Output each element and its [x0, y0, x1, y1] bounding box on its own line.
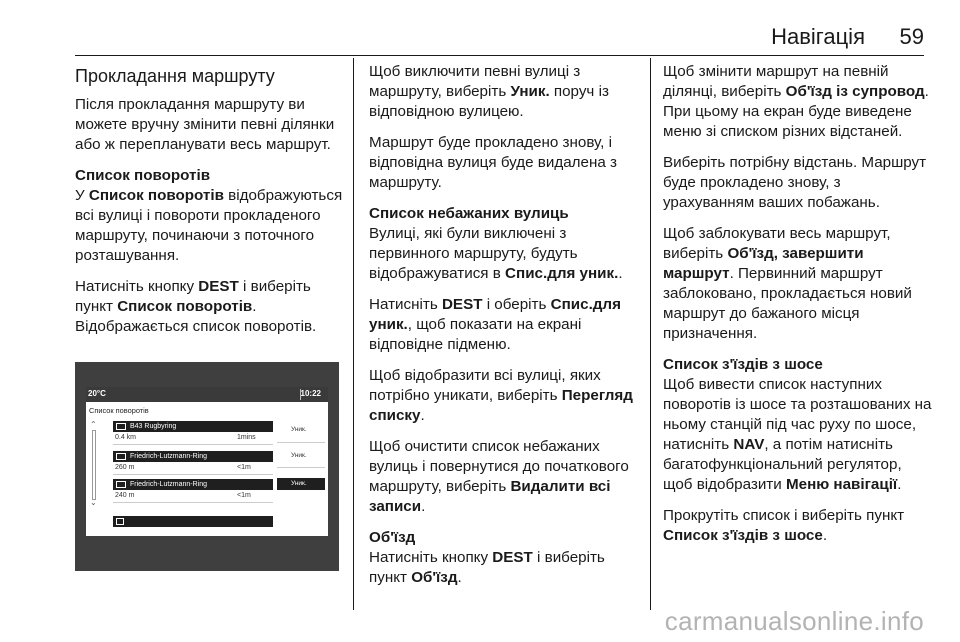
subheading-exit-list: Список з'їздів з шосе	[663, 356, 823, 373]
avoid-button-selected: Уник.	[277, 478, 325, 490]
screen-list-title: Список поворотів	[89, 406, 149, 415]
status-bar	[86, 387, 328, 402]
paragraph: Натисніть DEST і оберіть Спис.для уник., щоб показати на екрані відповідне підменю.	[369, 296, 621, 353]
paragraph: Вулиці, які були виключені з первинного маршруту, будуть відображуватися в Спис.для уник..	[369, 225, 623, 282]
navigation-screen-figure	[75, 362, 339, 571]
screen-bottom-row	[113, 516, 273, 527]
paragraph: Щоб відобразити всі вулиці, яких потрібно уникати, виберіть Перегляд списку.	[369, 367, 633, 424]
subheading-avoid-list: Список небажаних вулиць	[369, 205, 569, 222]
turn-icon	[116, 423, 126, 430]
paragraph: Виберіть потрібну відстань. Маршрут буде прокладено знову, з урахуванням ваших побажань.	[663, 154, 927, 211]
subheading-detour: Об'їзд	[369, 529, 416, 546]
turn-distance: 240 m	[115, 492, 135, 499]
page-header	[0, 0, 960, 60]
watermark: carmanualsonline.info	[664, 606, 924, 636]
column-divider-1	[353, 58, 354, 610]
column-divider-2	[650, 58, 651, 610]
avoid-button: Уник.	[291, 452, 307, 459]
paragraph: Маршрут буде прокладено знову, і відповідна вулиця буде видалена з маршруту.	[369, 134, 617, 191]
turn-row-street: B43 Rugbyring	[113, 421, 273, 432]
header-title: Навігація	[771, 24, 865, 49]
row-divider	[113, 444, 273, 445]
turn-row-street: Friedrich-Lutzmann-Ring	[113, 451, 273, 462]
column-2	[369, 62, 644, 599]
paragraph: Натисніть кнопку DEST і виберіть пункт Список поворотів.	[75, 278, 311, 315]
turn-distance: 260 m	[115, 464, 135, 471]
paragraph: Щоб виключити певні вулиці з маршруту, виберіть Уник. поруч із відповідною вулицею.	[369, 63, 609, 120]
destination-icon	[116, 518, 124, 525]
paragraph: Прокрутіть список і виберіть пункт Список з'їздів з шосе.	[663, 507, 905, 544]
temperature-label: 20°C	[88, 389, 106, 398]
header-rule	[75, 55, 924, 56]
subheading-turn-list: Список поворотів	[75, 167, 211, 184]
scroll-down-icon: ⌄	[90, 498, 97, 507]
column-1	[75, 62, 343, 348]
paragraph: Відображається список поворотів.	[75, 318, 317, 335]
paragraph: Щоб вивести список наступних поворотів із шосе та розташованих на ньому станцій під час руху по шосе, натисніть NAV, а потім натисніть багатофункціональний регулятор, щоб відобразити Меню навігації.	[663, 376, 932, 493]
turn-icon	[116, 453, 126, 460]
paragraph: Щоб заблокувати весь маршрут, виберіть Об'їзд, завершити маршрут. Первинний маршрут заблоковано, прокладається новий маршрут до бажаного місця призначення.	[663, 225, 912, 342]
button-divider	[277, 467, 325, 468]
turn-time: <1m	[237, 492, 251, 499]
intro-paragraph: Після прокладання маршруту ви можете вручну змінити певні ділянки або ж перепланувати весь маршрут.	[75, 96, 335, 153]
turn-distance: 0.4 km	[115, 434, 137, 441]
paragraph: Щоб очистити список небажаних вулиць і повернутися до початкового маршруту, виберіть Видалити всі записи.	[369, 438, 629, 515]
clock-label: 10:22	[300, 389, 321, 398]
column-3	[663, 62, 935, 557]
avoid-button: Уник.	[291, 426, 307, 433]
turn-row-street: Friedrich-Lutzmann-Ring	[113, 479, 273, 490]
paragraph: Натисніть кнопку DEST і виберіть пункт Об'їзд.	[369, 549, 605, 586]
row-divider	[113, 502, 273, 503]
turn-time: 1mins	[237, 434, 256, 441]
turn-icon	[116, 481, 126, 488]
scrollbar	[92, 430, 96, 500]
scroll-up-icon: ⌃	[90, 420, 97, 429]
row-divider	[113, 474, 273, 475]
button-divider	[277, 442, 325, 443]
paragraph: Щоб змінити маршрут на певній ділянці, виберіть Об'їзд із супровод. При цьому на екран буде виведене меню зі списком різних відстаней.	[663, 63, 929, 140]
section-heading: Прокладання маршруту	[75, 66, 275, 86]
turn-time: <1m	[237, 464, 251, 471]
page-number: 59	[899, 24, 924, 49]
paragraph: У Список поворотів відображуються всі вулиці і повороти прокладеного маршруту, починаючи з поточного розташування.	[75, 187, 343, 264]
